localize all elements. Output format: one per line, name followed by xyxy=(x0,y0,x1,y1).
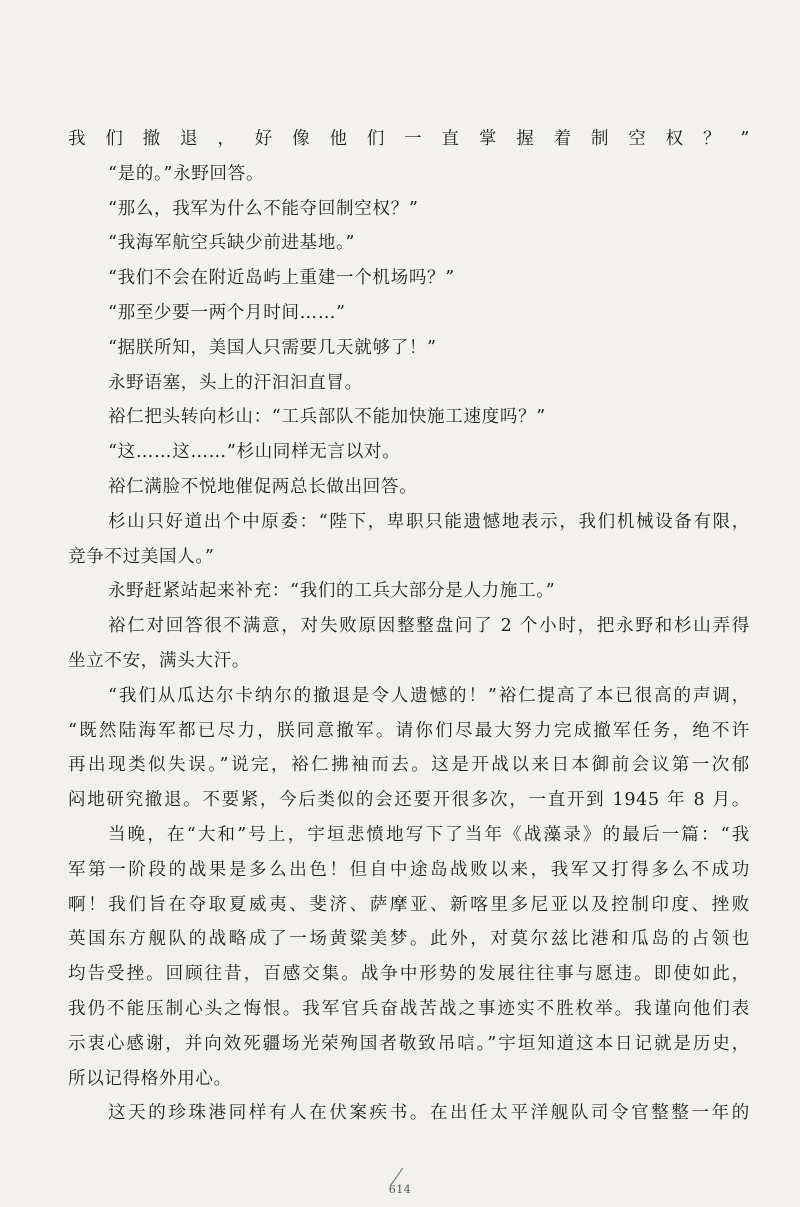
text-line: “这……这……”杉山同样无言以对。 xyxy=(108,442,401,463)
text-line: 永野赶紧站起来补充：“我们的工兵大部分是人力施工。” xyxy=(108,581,556,602)
text-line: 裕仁把头转向杉山：“工兵部队不能加快施工速度吗？” xyxy=(108,407,546,428)
text-line: “我海军航空兵缺少前进基地。” xyxy=(108,233,356,254)
text-line: 均告受挫。回顾往昔，百感交集。战争中形势的发展往往事与愿违。即使如此， xyxy=(68,964,750,985)
text-line: 永野语塞，头上的汗汩汩直冒。 xyxy=(108,372,363,393)
text-line: 军第一阶段的战果是多么出色！但自中途岛战败以来，我军又打得多么不成功 xyxy=(68,859,750,880)
text-line: 我们撤退，好像他们一直掌握着制空权？” xyxy=(68,129,750,149)
text-line: 再出现类似失误。”说完，裕仁拂袖而去。这是开战以来日本御前会议第一次郁 xyxy=(68,755,750,776)
text-line: 我仍不能压制心头之悔恨。我军官兵奋战苦战之事迹实不胜枚举。我谨向他们表 xyxy=(68,998,750,1019)
text-line: 所以记得格外用心。 xyxy=(68,1068,232,1089)
page-footer xyxy=(0,1178,800,1197)
text-line: 竞争不过美国人。” xyxy=(68,546,215,567)
text-line: 裕仁满脸不悦地催促两总长做出回答。 xyxy=(108,476,418,497)
text-line: 当晚，在“大和”号上，宇垣悲愤地写下了当年《战藻录》的最后一篇：“我 xyxy=(108,824,750,845)
text-line: 英国东方舰队的战略成了一场黄粱美梦。此外，对莫尔兹比港和瓜岛的占领也 xyxy=(68,929,750,950)
text-line: “既然陆海军都已尽力，朕同意撤军。请你们尽最大努力完成撤军任务，绝不许 xyxy=(68,720,750,741)
text-line: 这天的珍珠港同样有人在伏案疾书。在出任太平洋舰队司令官整整一年的 xyxy=(108,1103,750,1124)
body-text xyxy=(68,122,750,1131)
text-line: “据朕所知，美国人只需要几天就够了！” xyxy=(108,337,437,358)
text-line: “那至少要一两个月时间……” xyxy=(108,302,346,323)
text-line: 示衷心感谢，并向效死疆场光荣殉国者敬致吊唁。”宇垣知道这本日记就是历史， xyxy=(68,1033,750,1054)
text-line: 裕仁对回答很不满意，对失败原因整整盘问了 2 个小时，把永野和杉山弄得 xyxy=(108,616,750,637)
text-line: 闷地研究撤退。不要紧，今后类似的会还要开很多次，一直开到 1945 年 8 月。 xyxy=(68,790,750,811)
text-line: 坐立不安，满头大汗。 xyxy=(68,650,250,671)
text-line: 啊！我们旨在夺取夏威夷、斐济、萨摩亚、新喀里多尼亚以及控制印度、挫败 xyxy=(68,894,750,915)
text-line: “那么，我军为什么不能夺回制空权？” xyxy=(108,198,419,219)
text-line: “是的。”永野回答。 xyxy=(108,163,265,184)
text-line: “我们不会在附近岛屿上重建一个机场吗？” xyxy=(108,268,455,289)
text-line: “我们从瓜达尔卡纳尔的撤退是令人遗憾的！”裕仁提高了本已很高的声调， xyxy=(108,685,750,706)
page-number: 614 xyxy=(388,1183,412,1196)
text-line: 杉山只好道出个中原委：“陛下，卑职只能遗憾地表示，我们机械设备有限， xyxy=(108,511,750,532)
